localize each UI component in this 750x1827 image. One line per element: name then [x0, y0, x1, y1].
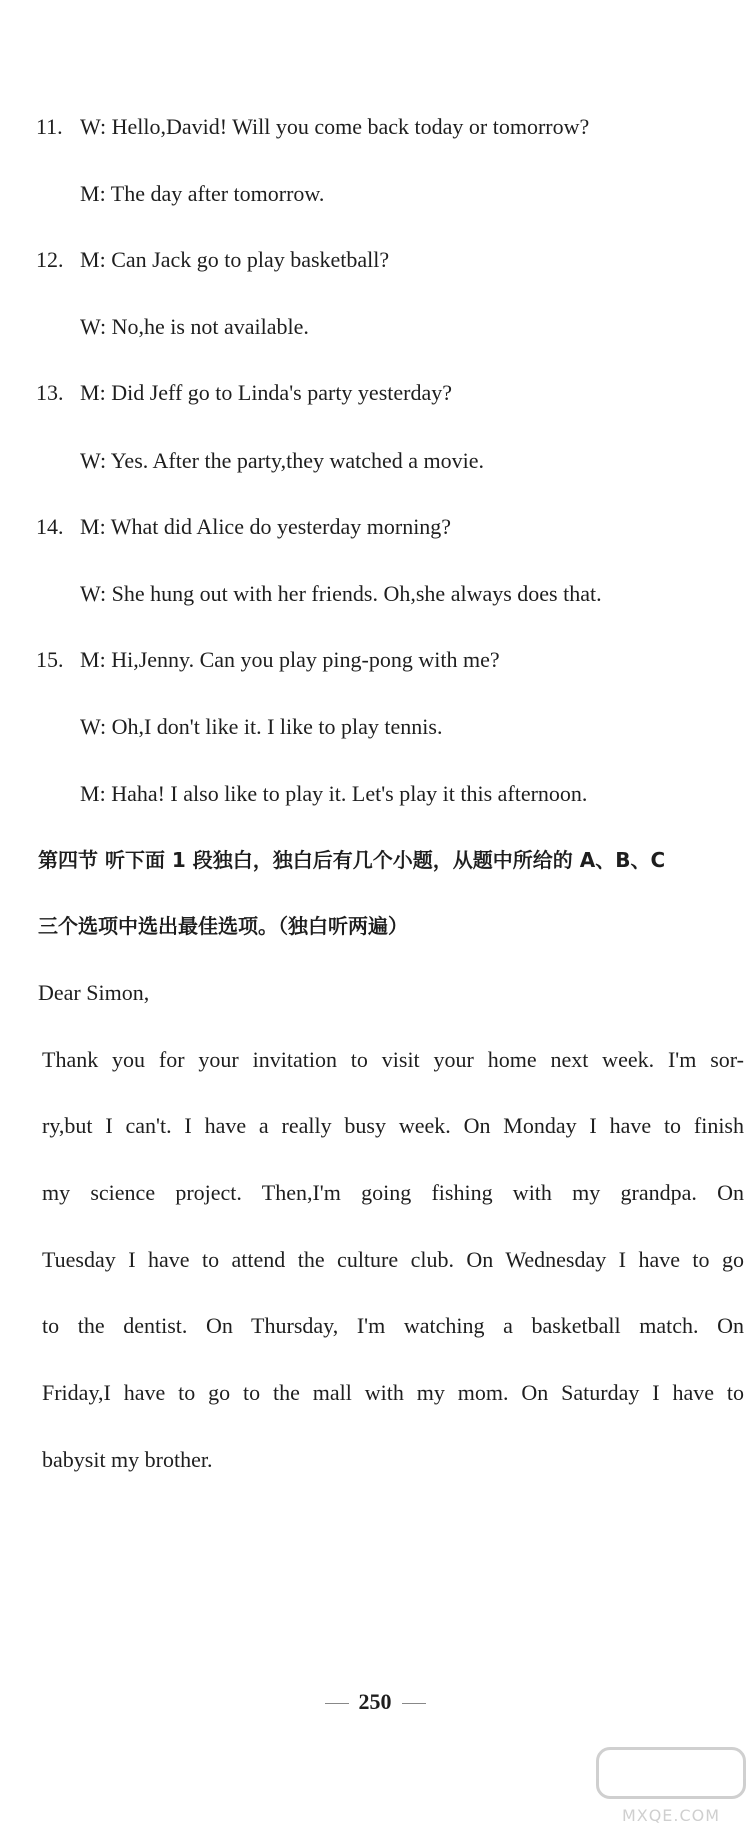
dialogue-line: W: No,he is not available.	[80, 314, 309, 339]
dialogue-line: 11. W: Hello,David! Will you come back today or tomorrow?	[36, 112, 589, 142]
dialogue-text: The day after tomorrow.	[110, 181, 325, 206]
dialogue-line: W: Yes. After the party,they watched a movie.	[80, 448, 485, 473]
question-number: 15.	[36, 647, 64, 672]
letter-line: ry,but I can't. I have a really busy week. On Monday I have to finish	[42, 1113, 744, 1138]
letter-line: my science project. Then,I'm going fishing with my grandpa. On	[42, 1180, 744, 1205]
speaker: M	[80, 647, 100, 672]
speaker: W	[80, 581, 100, 606]
letter-line: Tuesday I have to attend the culture club. On Wednesday I have to go	[42, 1247, 744, 1272]
section-heading-line-1: 第四节 听下面 1 段独白，独白后有几个小题，从题中所给的 A、B、C	[38, 848, 666, 872]
dialogue-line: M: The day after tomorrow.	[80, 181, 325, 206]
dialogue-text: Hi,Jenny. Can you play ping-pong with me?	[111, 647, 500, 672]
question-number: 12.	[36, 247, 64, 272]
letter-line: Thank you for your invitation to visit your home next week. I'm sor-	[42, 1047, 744, 1072]
dialogue-line: W: Oh,I don't like it. I like to play tennis.	[80, 714, 443, 739]
speaker: M	[80, 247, 100, 272]
dialogue-text: Oh,I don't like it. I like to play tennis.	[111, 714, 443, 739]
speaker: W	[80, 314, 100, 339]
dialogue-line: M: Haha! I also like to play it. Let's play it this afternoon.	[80, 781, 588, 806]
speaker: W	[80, 114, 100, 139]
page-number	[0, 1689, 750, 1715]
page-number-text: 250	[358, 1689, 392, 1714]
speaker: M	[80, 380, 100, 405]
question-number: 13.	[36, 380, 64, 405]
dialogue-text: Can Jack go to play basketball?	[111, 247, 390, 272]
watermark-text: MXQE.COM	[621, 1806, 721, 1825]
divider	[325, 1703, 349, 1704]
letter-line: Friday,I have to go to the mall with my mom. On Saturday I have to	[42, 1380, 744, 1405]
dialogue-text: Haha! I also like to play it. Let's play it this afternoon.	[111, 781, 588, 806]
dialogue-line: 14. M: What did Alice do yesterday morning?	[36, 512, 451, 542]
divider	[402, 1703, 426, 1704]
dialogue-line: W: She hung out with her friends. Oh,she always does that.	[80, 581, 602, 606]
speaker: M	[80, 781, 100, 806]
letter-line: babysit my brother.	[42, 1447, 213, 1472]
dialogue-text: What did Alice do yesterday morning?	[110, 514, 452, 539]
watermark-logo-icon	[596, 1747, 746, 1799]
speaker: M	[80, 181, 100, 206]
speaker: W	[80, 448, 100, 473]
dialogue-text: She hung out with her friends. Oh,she always does that.	[111, 581, 602, 606]
speaker: W	[80, 714, 100, 739]
question-number: 14.	[36, 514, 64, 539]
section-heading-line-2: 三个选项中选出最佳选项。（独白听两遍）	[38, 914, 408, 938]
dialogue-line: 12. M: Can Jack go to play basketball?	[36, 245, 389, 275]
question-number: 11.	[36, 114, 63, 139]
letter-salutation: Dear Simon,	[38, 980, 150, 1005]
watermark	[596, 1747, 746, 1825]
dialogue-text: Did Jeff go to Linda's party yesterday?	[111, 380, 452, 405]
dialogue-text: Yes. After the party,they watched a movie.	[110, 448, 485, 473]
dialogue-line: 15. M: Hi,Jenny. Can you play ping-pong with me?	[36, 645, 500, 675]
speaker: M	[80, 514, 100, 539]
dialogue-text: No,he is not available.	[111, 314, 309, 339]
dialogue-line: 13. M: Did Jeff go to Linda's party yesterday?	[36, 378, 452, 408]
dialogue-text: Hello,David! Will you come back today or tomorrow?	[111, 114, 590, 139]
letter-line: to the dentist. On Thursday, I'm watching a basketball match. On	[42, 1313, 744, 1338]
